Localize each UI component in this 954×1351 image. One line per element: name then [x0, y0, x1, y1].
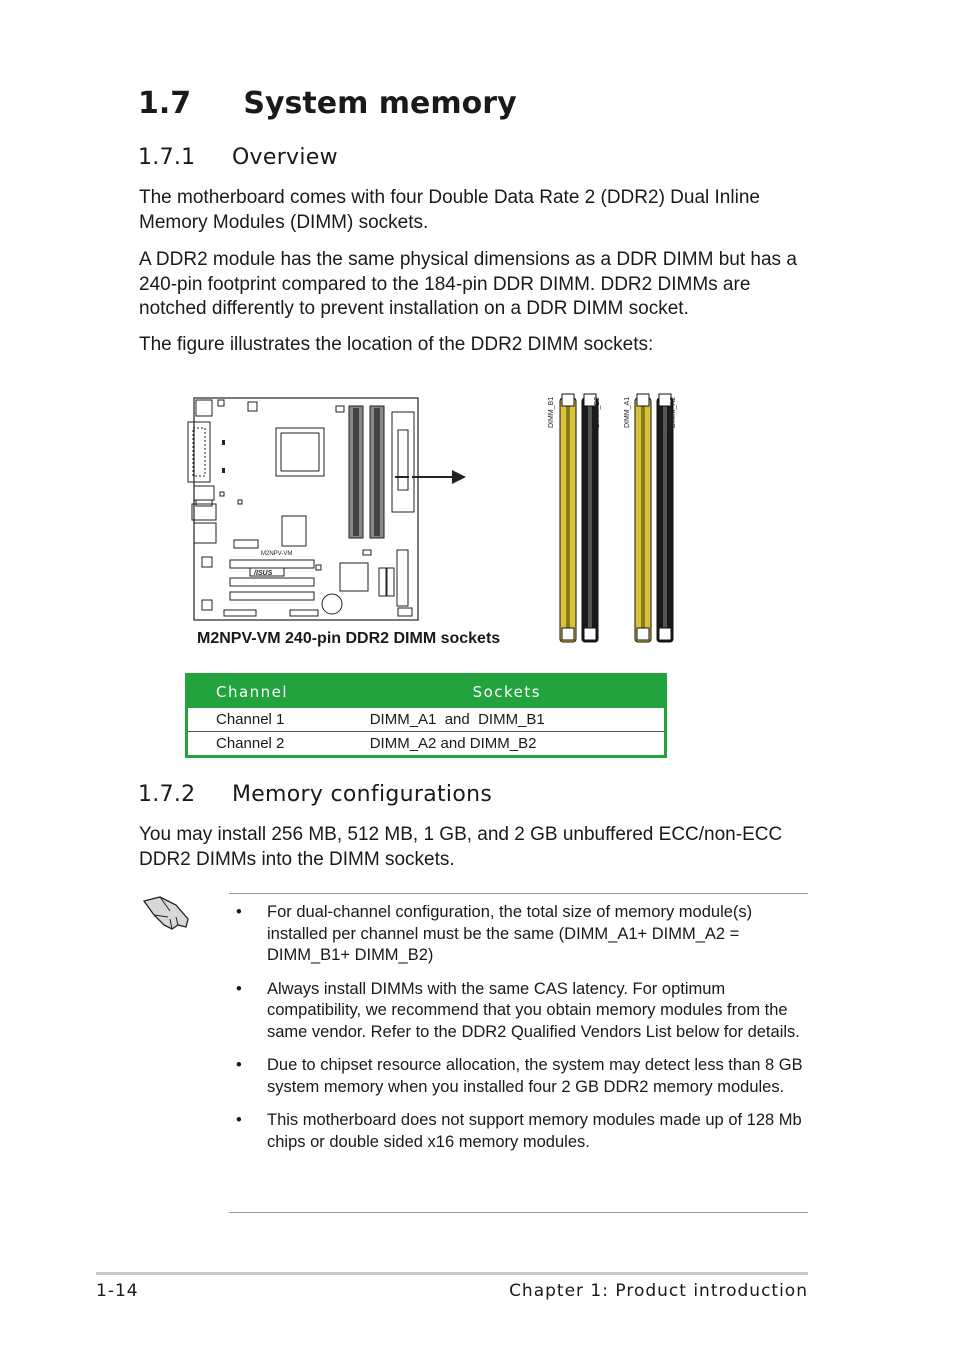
note-bullet: [229, 1110, 808, 1153]
cell-channel: Channel 2: [187, 732, 350, 757]
configurations-heading: 1.7.2 Memory configurations: [138, 782, 493, 807]
section-number: 1.7: [138, 86, 192, 121]
note-text: Always install DIMMs with the same CAS latency. For optimum compatibility, we recommend that you obtain memory modules from the same vendor. Refer to the DDR2 Qualified Vendors List below for details.: [267, 979, 800, 1041]
bullet-dot: •: [236, 979, 242, 998]
section-title: [138, 86, 517, 121]
figure-caption: M2NPV-VM 240-pin DDR2 DIMM sockets: [197, 630, 501, 647]
dimm-label-dimm_a2: DIMM_A2: [670, 396, 677, 428]
note-bullet: [229, 979, 808, 1044]
hand-note-icon: [140, 893, 192, 933]
overview-paragraph-1: The motherboard comes with four Double Data Rate 2 (DDR2) Dual Inline Memory Modules (DIMM) sockets.: [139, 187, 760, 233]
board-brand-logo: /ISUS: [254, 570, 273, 577]
configurations-paragraph: You may install 256 MB, 512 MB, 1 GB, and 2 GB unbuffered ECC/non-ECC DDR2 DIMMs into the DIMM sockets.: [139, 824, 783, 870]
footer-divider: [96, 1272, 808, 1275]
overview-paragraph-3: The figure illustrates the location of the DDR2 DIMM sockets:: [139, 334, 654, 355]
table-header-row: [187, 675, 666, 707]
cell-sockets: DIMM_A2 and DIMM_B2: [350, 732, 666, 757]
board-model-label: M2NPV-VM: [261, 551, 293, 557]
motherboard-figure: [180, 380, 690, 655]
bullet-dot: •: [236, 1111, 242, 1129]
chapter-title: Chapter 1: Product introduction: [509, 1281, 808, 1301]
overview-paragraph-2: A DDR2 module has the same physical dimensions as a DDR DIMM but has a 240-pin footprint compared to the 184-pin DDR DIMM. DDR2 DIMMs are notched differently to prevent installation on a DDR DIMM socket.: [139, 249, 797, 319]
dimm-label-dimm_a1: DIMM_A1: [624, 396, 631, 428]
page-number: 1-14: [96, 1281, 139, 1301]
table-row: [187, 732, 666, 757]
dimm-label-dimm_b1: DIMM_B1: [548, 396, 555, 428]
dimm-slot-dimm_b2: [582, 394, 598, 642]
note-box: [229, 893, 808, 1213]
note-text: This motherboard does not support memory modules made up of 128 Mb chips or double sided x16 memory modules.: [267, 1111, 802, 1151]
dimm-label-dimm_b2: DIMM_B2: [594, 396, 601, 428]
bullet-dot: •: [236, 903, 242, 921]
dimm-slot-dimm_b1: [560, 394, 576, 642]
bullet-dot: •: [236, 1056, 242, 1074]
dimm-slot-dimm_a1: [635, 394, 651, 642]
overview-heading: 1.7.1 Overview: [138, 145, 338, 170]
section-title-text: System memory: [243, 86, 517, 121]
note-bullet: [229, 1055, 808, 1098]
note-text: For dual-channel configuration, the total size of memory module(s) installed per channel must be the same (DIMM_A1+ DIMM_A2 = DIMM_B1+ DIMM_B2): [267, 903, 753, 964]
header-sockets: Sockets: [350, 675, 666, 707]
cell-sockets: DIMM_A1 and DIMM_B1: [350, 707, 666, 732]
note-bullet: [229, 902, 808, 967]
dimm-slot-dimm_a2: [657, 394, 673, 642]
header-channel: Channel: [187, 675, 350, 707]
note-text: Due to chipset resource allocation, the system may detect less than 8 GB system memory when you installed four 2 GB DDR2 memory modules.: [267, 1056, 803, 1096]
channel-table: [185, 673, 667, 758]
cell-channel: Channel 1: [187, 707, 350, 732]
table-row: [187, 707, 666, 732]
